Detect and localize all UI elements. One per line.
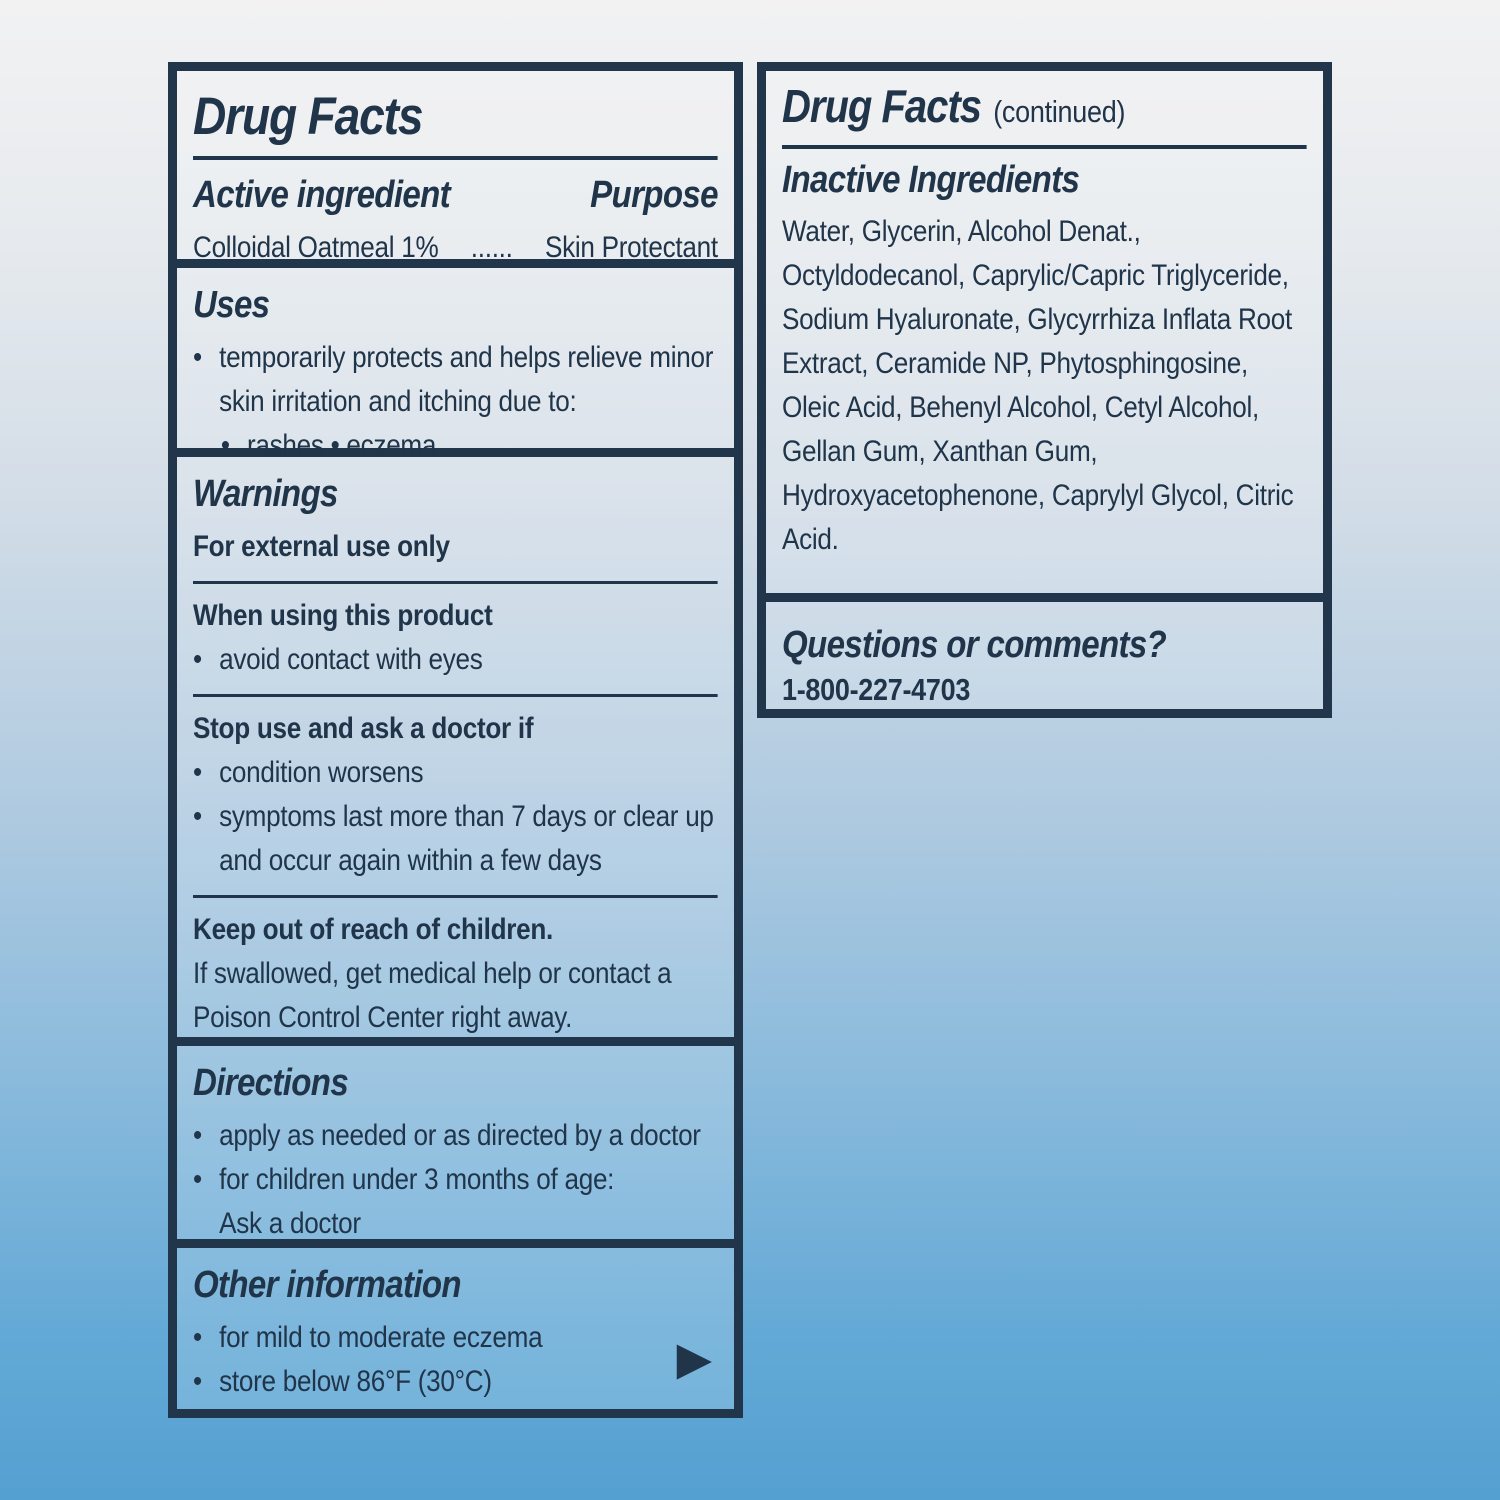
warnings-section <box>177 448 734 1037</box>
uses-bullet-text: • temporarily protects and helps relieve minor skin irritation and itching due to: <box>219 340 714 418</box>
other-information-heading: Other information <box>193 1264 461 1306</box>
uses-heading: Uses <box>193 284 270 326</box>
questions-heading: Questions or comments? <box>782 624 1167 666</box>
directions-bullet-2-line-2: Ask a doctor <box>219 1206 361 1240</box>
inactive-ingredients-section <box>766 71 1323 593</box>
continued-title-rule <box>782 145 1307 149</box>
title-and-active-ingredient-section <box>177 71 734 264</box>
stop-use-bullet-2-text: • symptoms last more than 7 days or clear up and occur again within a few days <box>219 799 714 877</box>
inactive-ingredients-list: Water, Glycerin, Alcohol Denat., Octyldodecanol, Caprylic/Capric Triglyceride, Sodium Hyaluronate, Glycyrrhiza Inflata Root Extract, Ceramide NP, Phytosphingosine, Oleic Acid, Behenyl Alcohol, Cetyl Alcohol, Gellan Gum, Xanthan Gum, Hydroxyacetophenone, Caprylyl Glycol, Citric Acid. <box>782 215 1294 557</box>
keep-out-heading: Keep out of reach of children. <box>193 912 554 946</box>
directions-bullet-2-line-1: • for children under 3 months of age: <box>219 1162 615 1196</box>
uses-bullet <box>193 336 718 424</box>
other-information-bullet-2 <box>193 1360 718 1404</box>
other-information-bullet-1 <box>193 1316 718 1360</box>
directions-bullet-2-text <box>219 1158 614 1246</box>
uses-sub-bullet-text: • rashes • eczema <box>246 428 437 462</box>
drug-facts-title: Drug Facts <box>193 87 423 146</box>
continued-label: (continued) <box>993 94 1126 129</box>
active-ingredient-name: Colloidal Oatmeal 1% <box>193 230 439 264</box>
other-information-bullet-1-text: • for mild to moderate eczema <box>219 1320 543 1354</box>
when-using-heading: When using this product <box>193 598 493 632</box>
uses-section <box>177 259 734 462</box>
stop-use-heading: Stop use and ask a doctor if <box>193 711 534 745</box>
keep-out-body: If swallowed, get medical help or contact a Poison Control Center right away. <box>193 956 672 1034</box>
drug-facts-continued-title: Drug Facts <box>782 80 982 132</box>
other-information-bullet-2-text: • store below 86°F (30°C) <box>219 1364 492 1398</box>
warnings-rule-2 <box>193 694 718 697</box>
dotted-leader: ...... <box>470 230 513 264</box>
questions-section <box>766 593 1323 709</box>
warnings-rule-3 <box>193 895 718 898</box>
stop-use-bullet-2 <box>193 795 718 883</box>
directions-bullet-1-text: • apply as needed or as directed by a doctor <box>219 1118 701 1152</box>
other-information-section <box>177 1239 734 1409</box>
active-ingredient-heading: Active ingredient <box>193 174 450 217</box>
inactive-ingredients-heading: Inactive Ingredients <box>782 158 1080 201</box>
when-using-bullet-text: • avoid contact with eyes <box>219 642 483 676</box>
uses-sub-bullet <box>221 424 718 468</box>
title-rule <box>193 156 718 160</box>
continue-arrow-icon: ▶ <box>676 1331 712 1385</box>
purpose-heading: Purpose <box>590 174 718 217</box>
directions-heading: Directions <box>193 1062 349 1104</box>
questions-phone-number: 1-800-227-4703 <box>782 671 971 707</box>
stop-use-bullet-1 <box>193 751 718 795</box>
external-use-statement: For external use only <box>193 529 450 563</box>
directions-bullet-1 <box>193 1114 718 1158</box>
stop-use-bullet-1-text: • condition worsens <box>219 755 424 789</box>
warnings-rule-1 <box>193 581 718 584</box>
directions-bullet-2 <box>193 1158 718 1246</box>
drug-facts-continued-panel <box>757 62 1332 718</box>
drug-facts-panel <box>168 62 743 1418</box>
when-using-bullet <box>193 638 718 682</box>
directions-section <box>177 1037 734 1239</box>
warnings-heading: Warnings <box>193 473 338 515</box>
purpose-value: Skin Protectant <box>544 230 718 264</box>
